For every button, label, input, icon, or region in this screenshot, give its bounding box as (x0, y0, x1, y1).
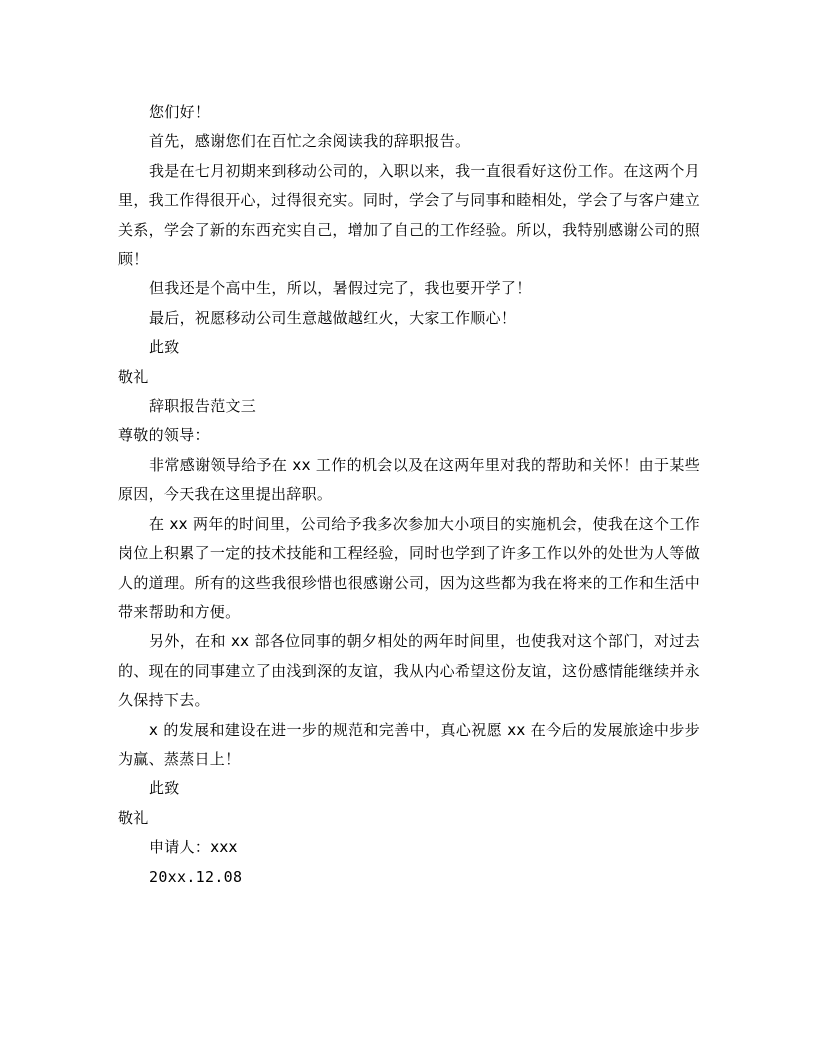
salutation-ci-zhi: 此致 (149, 779, 180, 798)
section-title: 辞职报告范文三 (149, 397, 257, 416)
body-paragraph: 在 xx 两年的时间里，公司给予我多次参加大小项目的实施机会，使我在这个工作岗位上积累了一定的技术技能和工程经验，同时也学到了许多工作以外的处世为人等做人的道理。所有的这些我很珍惜也很感谢公司，因为这些都为我在将来的工作和生活中带来帮助和方便。 (118, 514, 700, 621)
body-paragraph: 但我还是个高中生，所以，暑假过完了，我也要开学了！ (149, 279, 532, 298)
salutation-jing-li: 敬礼 (118, 808, 149, 827)
opening-paragraph: 首先，感谢您们在百忙之余阅读我的辞职报告。 (149, 132, 471, 151)
body-paragraph: 非常感谢领导给予在 xx 工作的机会以及在这两年里对我的帮助和关怀！由于某些原因，今天我在这里提出辞职。 (118, 455, 700, 504)
salutation-jing-li: 敬礼 (118, 367, 149, 386)
greeting: 您们好！ (149, 103, 211, 121)
addressee: 尊敬的领导： (118, 426, 210, 445)
document-page (118, 98, 700, 892)
applicant-signature: 申请人：xxx (149, 838, 238, 857)
body-paragraph: 另外，在和 xx 部各位同事的朝夕相处的两年时间里，也使我对这个部门，对过去的、现在的同事建立了由浅到深的友谊，我从内心希望这份友谊，这份感情能继续并永久保持下去。 (118, 632, 700, 710)
salutation-ci-zhi: 此致 (149, 338, 180, 357)
date-line: 20xx.12.08 (149, 867, 243, 886)
body-paragraph: x 的发展和建设在进一步的规范和完善中，真心祝愿 xx 在今后的发展旅途中步步为赢、蒸蒸日上！ (118, 720, 700, 768)
closing-wish: 最后，祝愿移动公司生意越做越红火，大家工作顺心！ (149, 308, 517, 327)
body-paragraph: 我是在七月初期来到移动公司的，入职以来，我一直很看好这份工作。在这两个月里，我工作得很开心，过得很充实。同时，学会了与同事和睦相处，学会了与客户建立关系，学会了新的东西充实自己，增加了自己的工作经验。所以，我特别感谢公司的照顾！ (118, 161, 700, 269)
